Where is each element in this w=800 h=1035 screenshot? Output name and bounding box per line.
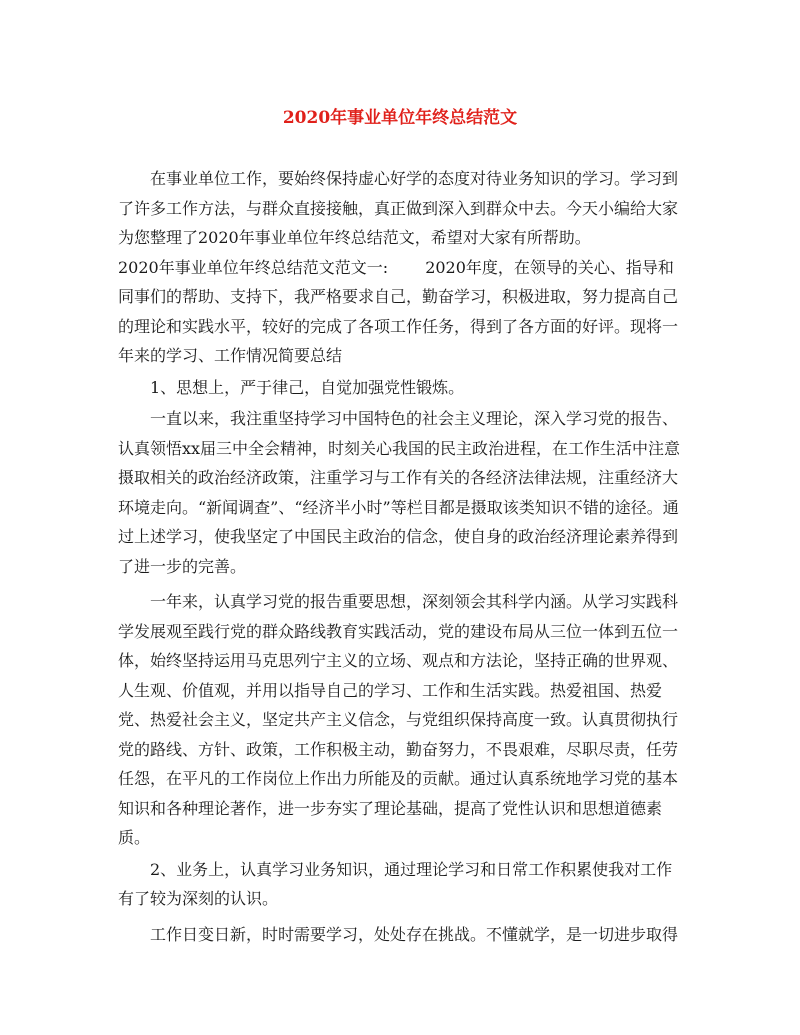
sample-one-paragraph: 2020年事业单位年终总结范文范文一: 2020年度，在领导的关心、指导和同事们的帮助、支持下，我严格要求自己，勤奋学习，积极进取，努力提高自己的理论和实践水平，较好的完成了各项工作任务，得到了各方面的好评。现将一年来的学习、工作情况简要总结 [118,257,679,365]
study-paragraph: 一直以来，我注重坚持学习中国特色的社会主义理论，深入学习党的报告、认真领悟xx届三中全会精神，时刻关心我国的民主政治进程，在工作生活中注意摄取相关的政治经济政策，注重学习与工作有关的各经济法律法规，注重经济大环境走向。“新闻调查”、“经济半小时”等栏目都是摄取该类知识不错的途径。通过上述学习，使我坚定了中国民主政治的信念，使自身的政治经济理论素养得到了进一步的完善。 [118,409,681,576]
document-body [118,164,682,949]
section-heading-ideology: 1、思想上，严于律己，自觉加强党性锻炼。 [150,377,465,397]
section-heading-business: 2、业务上，认真学习业务知识，通过理论学习和日常工作积累使我对工作有了较为深刻的认识。 [118,859,673,908]
party-study-paragraph: 一年来，认真学习党的报告重要思想，深刻领会其科学内涵。从学习实践科学发展观至践行党的群众路线教育实践活动，党的建设布局从三位一体到五位一体，始终坚持运用马克思列宁主义的立场、观点和方法论，坚持正确的世界观、人生观、价值观，并用以指导自己的学习、工作和生活实践。热爱祖国、热爱党、热爱社会主义，坚定共产主义信念，与党组织保持高度一致。认真贯彻执行党的路线、方针、政策，工作积极主动，勤奋努力，不畏艰难，尽职尽责，任劳任怨，在平凡的工作岗位上作出力所能及的贡献。通过认真系统地学习党的基本知识和各种理论著作，进一步夯实了理论基础，提高了党性认识和思想道德素质。 [118,592,679,847]
work-paragraph: 工作日变日新，时时需要学习，处处存在挑战。不懂就学，是一切进步取得 [150,924,679,944]
document-title: 2020年事业单位年终总结范文 [282,108,518,128]
intro-paragraph: 在事业单位工作，要始终保持虚心好学的态度对待业务知识的学习。学习到了许多工作方法，与群众直接接触，真正做到深入到群众中去。今天小编给大家为您整理了2020年事业单位年终总结范文，希望对大家有所帮助。 [118,169,679,247]
